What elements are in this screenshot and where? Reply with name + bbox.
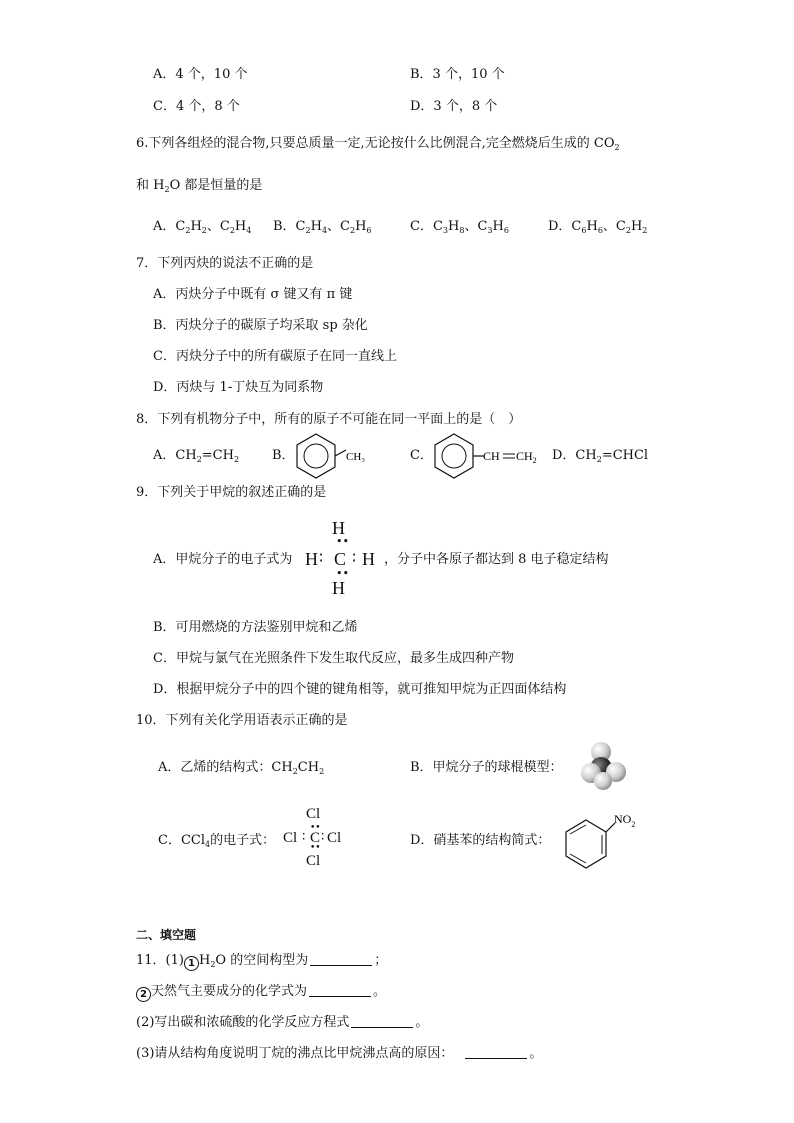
- q11-part1: 11．(1) 1 $H_2O$ 的空间构型为 ；: [136, 953, 388, 969]
- lewis-cl-bottom: Cl: [306, 853, 321, 869]
- circled-number-1: 1: [184, 956, 199, 971]
- q9-option-a-pre: A．甲烷分子的电子式为: [153, 552, 293, 567]
- methane-ball-model: [580, 740, 630, 792]
- ccl4-electron-formula: [280, 806, 352, 874]
- methane-electron-formula: [302, 518, 384, 598]
- lewis-h-bottom: H: [332, 578, 345, 598]
- q10-option-d: D．硝基苯的结构简式：: [410, 833, 551, 848]
- q11-part2: 2 天然气主要成分的化学式为 。: [136, 983, 386, 1002]
- q10-option-b: B．甲烷分子的球棍模型：: [410, 760, 563, 775]
- benzene-ring: [435, 434, 473, 478]
- q11-part4: (3)请从结构角度说明丁烷的沸点比甲烷沸点高的原因： 。: [136, 1046, 543, 1061]
- lewis-dots-right: ∶: [321, 830, 325, 845]
- q8-stem: 8．下列有机物分子中，所有的原子不可能在同一平面上的是（ ）: [136, 412, 522, 427]
- q8-option-a: A．$CH_2=CH_2$: [153, 448, 240, 464]
- q6-stem-line1: 6.下列各组烃的混合物,只要总质量一定,无论按什么比例混合,完全燃烧后生成的 $CO_2$: [136, 136, 620, 152]
- q6-option-d: D．$C_6H_6$、$C_2H_2$: [548, 219, 648, 235]
- ch-label: CH: [483, 449, 500, 463]
- q5-option-a: A．4 个，10 个: [153, 67, 248, 82]
- lewis-cl-top: Cl: [306, 806, 321, 822]
- q6-option-b: B．$C_2H_4$、$C_2H_6$: [273, 219, 372, 235]
- q10-option-a: A．乙烯的结构式：$CH_2CH_2$: [158, 760, 325, 776]
- q9-option-d: D．根据甲烷分子中的四个键的键角相等，就可推知甲烷为正四面体结构: [153, 682, 567, 697]
- answer-blank-3[interactable]: [351, 1014, 413, 1028]
- benzene-ring: [566, 820, 606, 868]
- styrene-structure: [430, 433, 552, 479]
- lewis-c-center: C: [310, 830, 321, 846]
- aromatic-circle: [304, 444, 328, 468]
- lewis-dots-bottom: ••: [310, 843, 321, 853]
- q9-option-b: B．可用燃烧的方法鉴别甲烷和乙烯: [153, 620, 358, 635]
- q5-option-c: C．4 个，8 个: [153, 99, 240, 114]
- q7-option-d: D．丙炔与 1-丁炔互为同系物: [153, 380, 324, 395]
- methyl-label: CH₃: [346, 451, 366, 463]
- aromatic-circle: [442, 444, 466, 468]
- methyl-bond: [335, 450, 346, 456]
- q7-option-a: A．丙炔分子中既有 σ 键又有 π 键: [153, 287, 353, 302]
- lewis-dots-top: ••: [310, 823, 321, 833]
- q6-option-c: C．$C_3H_8$、$C_3H_6$: [410, 219, 509, 235]
- nitrobenzene-structure: [558, 806, 648, 872]
- lewis-dots-left: ∶: [302, 830, 306, 845]
- q8-option-b-label: B．: [272, 448, 295, 463]
- ch2-label: $CH_2$: [516, 449, 537, 465]
- lewis-dots-bottom: ••: [336, 567, 349, 580]
- inner-double-bond-1: [570, 825, 586, 834]
- q7-stem: 7．下列丙炔的说法不正确的是: [136, 256, 314, 271]
- lewis-h-right: H: [362, 549, 375, 569]
- lewis-dots-left: ∶: [319, 548, 324, 567]
- q10-option-c-pre: C．CCl$_4$的电子式：: [158, 833, 276, 849]
- lewis-dots-top: ••: [336, 535, 349, 548]
- q5-option-b: B．3 个，10 个: [410, 67, 505, 82]
- answer-blank-4[interactable]: [465, 1045, 527, 1059]
- q7-option-b: B．丙炔分子的碳原子均采取 sp 杂化: [153, 318, 368, 333]
- answer-blank-2[interactable]: [309, 983, 371, 997]
- toluene-structure: [292, 433, 382, 479]
- q11-part3: (2)写出碳和浓硫酸的化学反应方程式 。: [136, 1015, 429, 1030]
- q10-stem: 10．下列有关化学用语表示正确的是: [136, 713, 348, 728]
- lewis-h-left: H: [305, 549, 318, 569]
- q5-option-d: D．3 个，8 个: [410, 99, 498, 114]
- hydrogen-ball-bottom: [594, 772, 612, 790]
- q6-option-a: A．$C_2H_2$、$C_2H_4$: [153, 219, 252, 235]
- q9-option-a-post: ，分子中各原子都达到 8 电子稳定结构: [384, 552, 609, 567]
- lewis-cl-left: Cl: [283, 830, 298, 846]
- circled-number-2: 2: [136, 987, 151, 1002]
- answer-blank-1[interactable]: [310, 952, 372, 966]
- q9-stem: 9．下列关于甲烷的叙述正确的是: [136, 485, 327, 500]
- q6-stem-line2: 和 $H_2O$ 都是恒量的是: [136, 178, 263, 194]
- nitro-label: $NO_2$: [614, 812, 636, 829]
- lewis-cl-right: Cl: [327, 830, 342, 846]
- lewis-c-center: C: [334, 549, 347, 569]
- q8-option-d: D．$CH_2=CHCl$: [552, 448, 649, 464]
- lewis-h-top: H: [332, 518, 345, 538]
- inner-double-bond-3: [570, 854, 586, 863]
- q9-option-c: C．甲烷与氯气在光照条件下发生取代反应，最多生成四种产物: [153, 651, 514, 666]
- lewis-dots-right: ∶: [352, 548, 357, 567]
- section-title: 二、填空题: [136, 928, 197, 942]
- q8-option-c-label: C．: [410, 448, 433, 463]
- benzene-ring: [297, 434, 335, 478]
- q7-option-c: C．丙炔分子中的所有碳原子在同一直线上: [153, 349, 397, 364]
